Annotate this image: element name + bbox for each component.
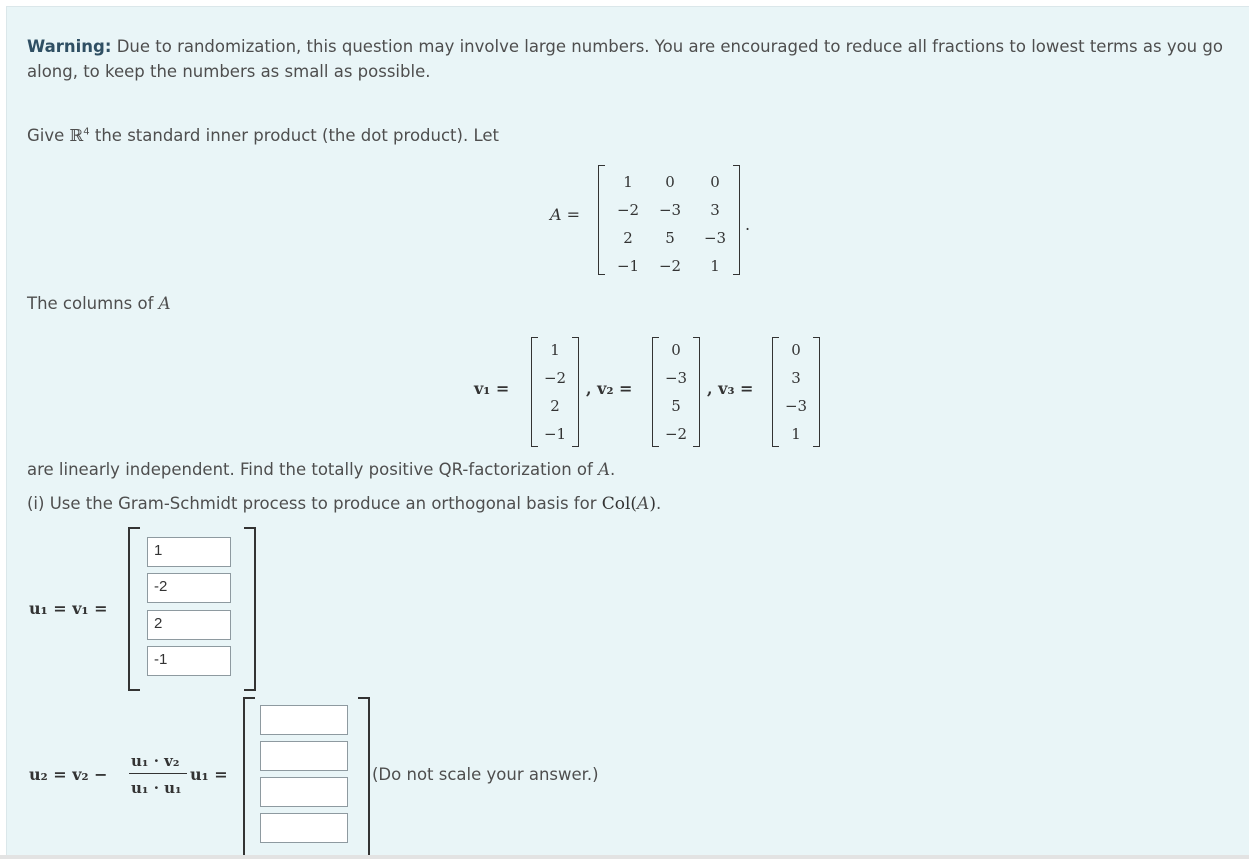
matrix-a — [598, 165, 740, 275]
question-panel — [6, 6, 1249, 856]
v1-entry: 1 — [550, 341, 560, 359]
columns-text: The columns of A — [27, 294, 171, 313]
v1-label: v₁ = — [474, 379, 510, 398]
u2-entry-4-input[interactable] — [260, 813, 348, 843]
v3-label: , v₃ = — [707, 379, 754, 398]
u1-label: u₁ = v₁ = — [29, 599, 108, 618]
matrix-a-cell: −3 — [703, 229, 727, 247]
u1-entry-4-input[interactable]: -1 — [147, 646, 231, 676]
u2-fraction-denominator: u₁ · u₁ — [131, 779, 182, 797]
u1-right-bracket — [244, 527, 256, 691]
matrix-a-left-bracket — [598, 165, 605, 275]
matrix-a-cell: 0 — [710, 173, 720, 191]
vector-v2 — [652, 337, 700, 447]
u2-lhs: u₂ = v₂ − — [29, 765, 108, 784]
v2-label: , v₂ = — [586, 379, 633, 398]
u2-entry-1-input[interactable] — [260, 705, 348, 735]
matrix-a-cell: −2 — [658, 257, 682, 275]
v3-entry: 3 — [791, 369, 801, 387]
v2-entry: −3 — [664, 369, 688, 387]
u1-entry-2-input[interactable]: -2 — [147, 573, 231, 603]
matrix-a-cell: 2 — [623, 229, 633, 247]
v2-entry: −2 — [664, 425, 688, 443]
matrix-a-cell: 5 — [665, 229, 675, 247]
u2-after-fraction: u₁ = — [190, 765, 228, 784]
v1-entry: −2 — [543, 369, 567, 387]
matrix-a-cell: −3 — [658, 201, 682, 219]
u2-entry-3-input[interactable] — [260, 777, 348, 807]
v3-entry: −3 — [784, 397, 808, 415]
matrix-a-cell: 3 — [710, 201, 720, 219]
matrix-a-cell: 0 — [665, 173, 675, 191]
u1-left-bracket — [128, 527, 140, 691]
u2-right-bracket — [358, 697, 370, 856]
matrix-a-period: . — [745, 215, 751, 234]
u2-fraction-numerator: u₁ · v₂ — [131, 752, 180, 770]
u2-left-bracket — [243, 697, 255, 856]
v1-entry: 2 — [550, 397, 560, 415]
v1-entry: −1 — [543, 425, 567, 443]
matrix-a-label: A = — [550, 205, 581, 224]
independent-text: are linearly independent. Find the totally positive QR-factorization of A. — [27, 460, 616, 479]
matrix-a-cell: −2 — [616, 201, 640, 219]
v3-entry: 1 — [791, 425, 801, 443]
v2-entry: 0 — [671, 341, 681, 359]
vector-v1 — [531, 337, 579, 447]
v2-entry: 5 — [671, 397, 681, 415]
part-i-text: (i) Use the Gram-Schmidt process to produce an orthogonal basis for Col(A). — [27, 494, 662, 514]
u1-entry-1-input[interactable]: 1 — [147, 537, 231, 567]
u2-fraction-bar — [129, 773, 187, 774]
vector-v3 — [772, 337, 820, 447]
u1-entry-3-input[interactable]: 2 — [147, 610, 231, 640]
matrix-a-cell: 1 — [623, 173, 633, 191]
warning-text: Warning: Due to randomization, this question may involve large numbers. You are encouraged to reduce all fractions to lowest terms as you go along, to keep the numbers as small as possible. — [27, 37, 1223, 81]
u2-note: (Do not scale your answer.) — [372, 765, 599, 784]
bottom-scroll-strip — [0, 855, 1249, 859]
matrix-a-cell: 1 — [710, 257, 720, 275]
matrix-a-cell: −1 — [616, 257, 640, 275]
u2-entry-2-input[interactable] — [260, 741, 348, 771]
intro-text: Give ℝ$^4$ the standard inner product (the dot product). Let — [27, 126, 499, 145]
v3-entry: 0 — [791, 341, 801, 359]
